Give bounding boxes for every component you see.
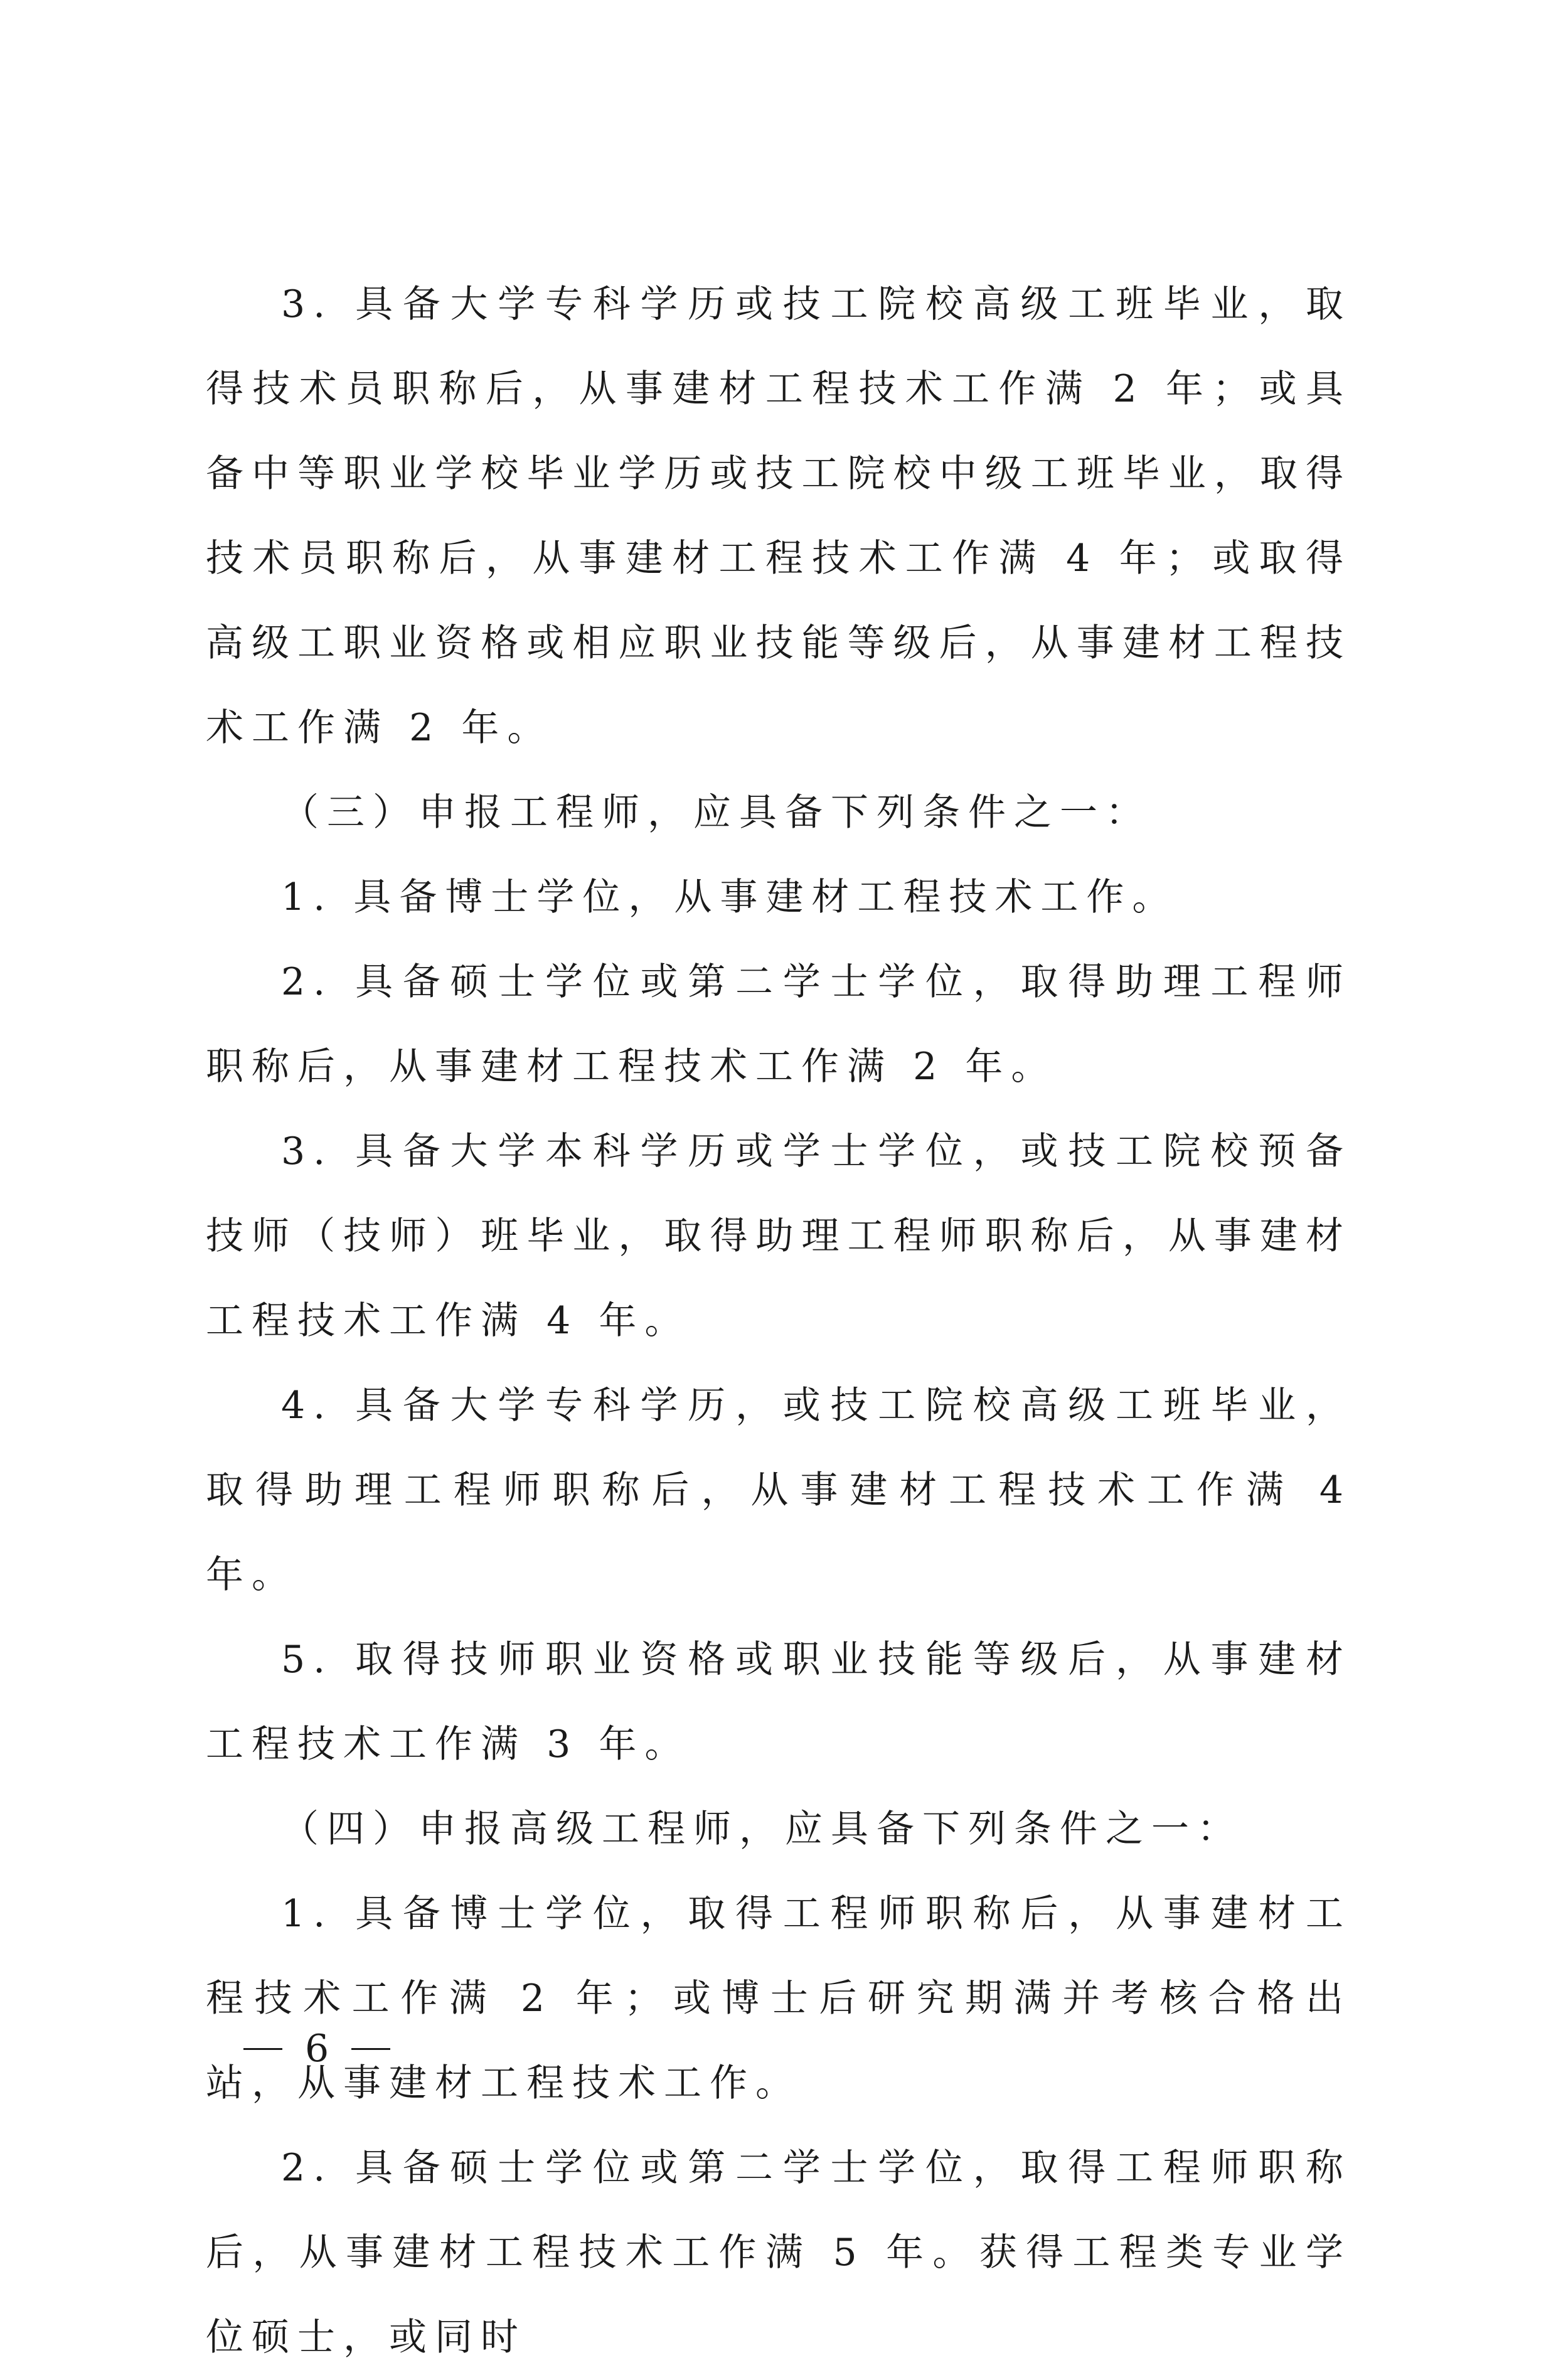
page-footer xyxy=(243,2024,390,2074)
paragraph-assistant-condition-3: 3. 具备大学专科学历或技工院校高级工班毕业，取得技术员职称后，从事建材工程技术工作满 2 年；或具备中等职业学校毕业学历或技工院校中级工班毕业，取得技术员职称后，从事建材工程技术工作满 4 年；或取得高级工职业资格或相应职业技能等级后，从事建材工程技术工作满 2 年。 xyxy=(206,282,1351,750)
section-heading-senior-engineer: （四）申报高级工程师，应具备下列条件之一： xyxy=(281,1807,1243,1851)
section-heading-engineer: （三）申报工程师，应具备下列条件之一： xyxy=(281,791,1151,835)
paragraph-engineer-condition-3: 3. 具备大学本科学历或学士学位，或技工院校预备技师（技师）班毕业，取得助理工程师职称后，从事建材工程技术工作满 4 年。 xyxy=(206,1129,1351,1343)
paragraph-engineer-condition-5: 5. 取得技师职业资格或职业技能等级后，从事建材工程技术工作满 3 年。 xyxy=(206,1638,1351,1766)
page-number: 6 xyxy=(305,2027,329,2071)
paragraph-engineer-condition-4: 4. 具备大学专科学历，或技工院校高级工班毕业，取得助理工程师职称后，从事建材工程技术工作满 4 年。 xyxy=(206,1384,1351,1597)
paragraph-engineer-condition-2: 2. 具备硕士学位或第二学士学位，取得助理工程师职称后，从事建材工程技术工作满 2 年。 xyxy=(206,960,1351,1089)
paragraph-senior-condition-2: 2. 具备硕士学位或第二学士学位，取得工程师职称后，从事建材工程技术工作满 5 年。获得工程类专业学位硕士，或同时 xyxy=(206,2146,1351,2359)
footer-dash-right xyxy=(351,2048,390,2050)
paragraph-senior-condition-1: 1. 具备博士学位，取得工程师职称后，从事建材工程技术工作满 2 年；或博士后研究期满并考核合格出站，从事建材工程技术工作。 xyxy=(206,1892,1351,2105)
paragraph-engineer-condition-1: 1. 具备博士学位，从事建材工程技术工作。 xyxy=(281,875,1178,919)
footer-dash-left xyxy=(243,2048,282,2050)
